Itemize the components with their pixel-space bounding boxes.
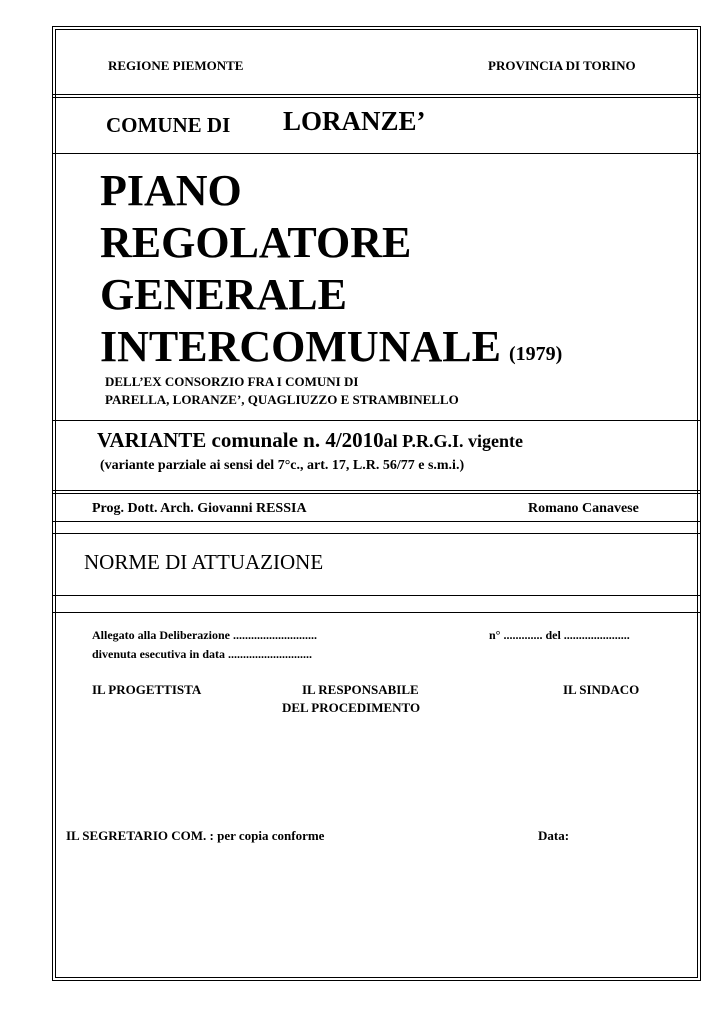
- title-line-3: GENERALE: [100, 270, 347, 319]
- divider-header-double: [52, 97, 701, 98]
- title-line-4: INTERCOMUNALE: [100, 322, 501, 371]
- title-subtitle-1: DELL’EX CONSORZIO FRA I COMUNI DI: [105, 374, 359, 389]
- title-subtitle-2: PARELLA, LORANZE’, QUAGLIUZZO E STRAMBINELLO: [105, 392, 459, 407]
- progettista-name: Prog. Dott. Arch. Giovanni RESSIA: [92, 501, 307, 516]
- divider-progettista-double: [52, 533, 701, 534]
- signature-responsabile: IL RESPONSABILE: [302, 682, 419, 697]
- progettista-place: Romano Canavese: [528, 501, 639, 516]
- signature-responsabile-procedimento: DEL PROCEDIMENTO: [282, 700, 421, 715]
- esecutiva-line: divenuta esecutiva in data ............................: [92, 647, 313, 661]
- signature-progettista: IL PROGETTISTA: [92, 682, 202, 697]
- comune-name: LORANZE’: [283, 106, 426, 136]
- data-label: Data:: [538, 828, 570, 843]
- segretario-line: IL SEGRETARIO COM. : per copia conforme: [66, 828, 325, 843]
- divider-variante-double: [52, 493, 701, 494]
- divider-comune: [52, 153, 701, 154]
- divider-norme-double: [52, 612, 701, 613]
- document-title: NORME DI ATTUAZIONE: [84, 550, 324, 574]
- variante-title: [97, 428, 523, 453]
- allegato-line: Allegato alla Deliberazione ............................: [92, 628, 317, 642]
- divider-norme: [52, 595, 701, 596]
- title-year: (1979): [509, 343, 563, 365]
- divider-progettista: [52, 521, 701, 522]
- variante-title-main: VARIANTE comunale n. 4/2010: [97, 428, 384, 452]
- province-label: PROVINCIA DI TORINO: [488, 58, 636, 73]
- divider-title: [52, 420, 701, 421]
- title-line-2: REGOLATORE: [100, 218, 412, 267]
- comune-label: COMUNE DI: [106, 113, 231, 137]
- signature-sindaco: IL SINDACO: [563, 682, 640, 697]
- divider-header: [52, 94, 701, 95]
- region-label: REGIONE PIEMONTE: [108, 58, 244, 73]
- divider-variante: [52, 490, 701, 491]
- numero-line: n° ............. del ......................: [489, 628, 630, 642]
- variante-note: (variante parziale ai sensi del 7°c., art. 17, L.R. 56/77 e s.m.i.): [100, 458, 465, 473]
- title-line-1: PIANO: [100, 166, 242, 215]
- variante-title-suffix: al P.R.G.I. vigente: [383, 431, 523, 451]
